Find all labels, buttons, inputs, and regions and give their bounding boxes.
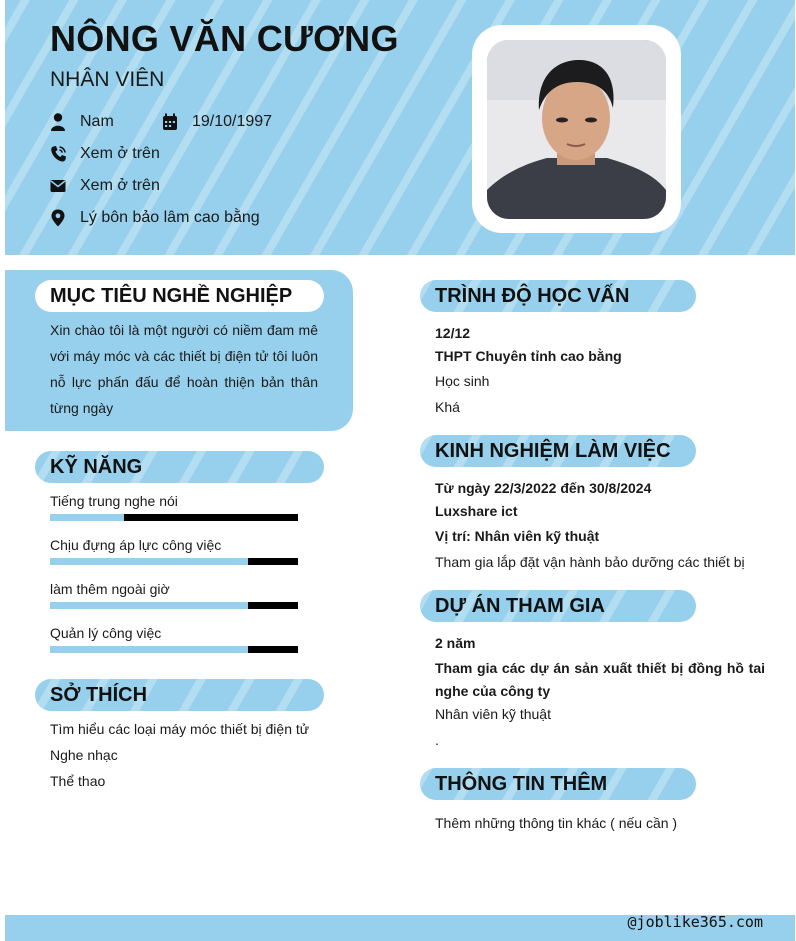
experience-position: Vị trí: Nhân viên kỹ thuật bbox=[435, 528, 600, 544]
hobby-item: Tìm hiểu các loại máy móc thiết bị điện tử bbox=[50, 721, 310, 737]
job-title: NHÂN VIÊN bbox=[50, 68, 165, 91]
map-pin-icon bbox=[50, 209, 66, 227]
address-row bbox=[50, 209, 260, 227]
projects-heading: DỰ ÁN THAM GIA bbox=[420, 590, 696, 622]
objective-text: Xin chào tôi là một người có niềm đam mê với máy móc và các thiết bị điện tử tôi luôn nỗ lực phấn đấu để hoàn thiện bản thân từng ngày bbox=[50, 322, 318, 416]
birthdate-row bbox=[162, 113, 272, 131]
education-school: THPT Chuyên tỉnh cao bằng bbox=[435, 348, 622, 364]
phone-icon bbox=[50, 145, 66, 163]
skill-bar-fill bbox=[50, 514, 124, 521]
education-heading: TRÌNH ĐỘ HỌC VẤN bbox=[420, 280, 696, 312]
project-note: . bbox=[435, 732, 439, 748]
education-period: 12/12 bbox=[435, 325, 471, 341]
footer-bar bbox=[5, 915, 795, 941]
skill-label: Tiếng trung nghe nói bbox=[50, 493, 178, 509]
education-major: Học sinh bbox=[435, 373, 490, 389]
profile-photo bbox=[487, 40, 666, 219]
address-value: Lý bôn bảo lâm cao bằng bbox=[80, 209, 260, 226]
skill-bar-fill bbox=[50, 602, 248, 609]
skill-bar-fill bbox=[50, 558, 248, 565]
gender-row bbox=[50, 113, 114, 131]
cv-header bbox=[5, 0, 795, 255]
project-role: Nhân viên kỹ thuật bbox=[435, 706, 551, 722]
skill-bar bbox=[50, 646, 298, 653]
project-duration: 2 năm bbox=[435, 635, 476, 651]
phone-value: Xem ở trên bbox=[80, 145, 160, 162]
candidate-name: NÔNG VĂN CƯƠNG bbox=[50, 18, 399, 59]
phone-row bbox=[50, 145, 160, 163]
skill-bar bbox=[50, 602, 298, 609]
additional-text: Thêm những thông tin khác ( nếu cần ) bbox=[435, 815, 678, 831]
skill-bar bbox=[50, 558, 298, 565]
calendar-icon bbox=[162, 113, 178, 131]
skill-label: Chịu đựng áp lực công việc bbox=[50, 537, 222, 553]
experience-description: Tham gia lắp đặt vận hành bảo dưỡng các thiết bị bbox=[435, 554, 745, 570]
email-value: Xem ở trên bbox=[80, 177, 160, 194]
person-icon bbox=[50, 113, 66, 131]
education-grade: Khá bbox=[435, 399, 460, 415]
skills-heading: KỸ NĂNG bbox=[35, 451, 324, 483]
additional-heading: THÔNG TIN THÊM bbox=[420, 768, 696, 800]
experience-period: Từ ngày 22/3/2022 đến 30/8/2024 bbox=[435, 480, 652, 496]
experience-company: Luxshare ict bbox=[435, 503, 518, 519]
experience-heading: KINH NGHIỆM LÀM VIỆC bbox=[420, 435, 696, 467]
birthdate-value: 19/10/1997 bbox=[192, 113, 273, 130]
watermark: @joblike365.com bbox=[627, 913, 763, 931]
gender-value: Nam bbox=[80, 113, 114, 130]
project-name: Tham gia các dự án sản xuất thiết bị đồng hồ tai nghe của công ty bbox=[435, 660, 765, 699]
skill-label: Quản lý công việc bbox=[50, 625, 162, 641]
hobby-item: Nghe nhạc bbox=[50, 747, 118, 763]
email-row bbox=[50, 177, 160, 195]
skill-bar-fill bbox=[50, 646, 248, 653]
hobbies-heading: SỞ THÍCH bbox=[35, 679, 324, 711]
skill-label: làm thêm ngoài giờ bbox=[50, 581, 170, 597]
profile-photo-frame bbox=[472, 25, 681, 233]
hobby-item: Thể thao bbox=[50, 773, 106, 789]
envelope-icon bbox=[50, 177, 66, 195]
skill-bar bbox=[50, 514, 298, 521]
objective-heading: MỤC TIÊU NGHỀ NGHIỆP bbox=[35, 280, 324, 312]
